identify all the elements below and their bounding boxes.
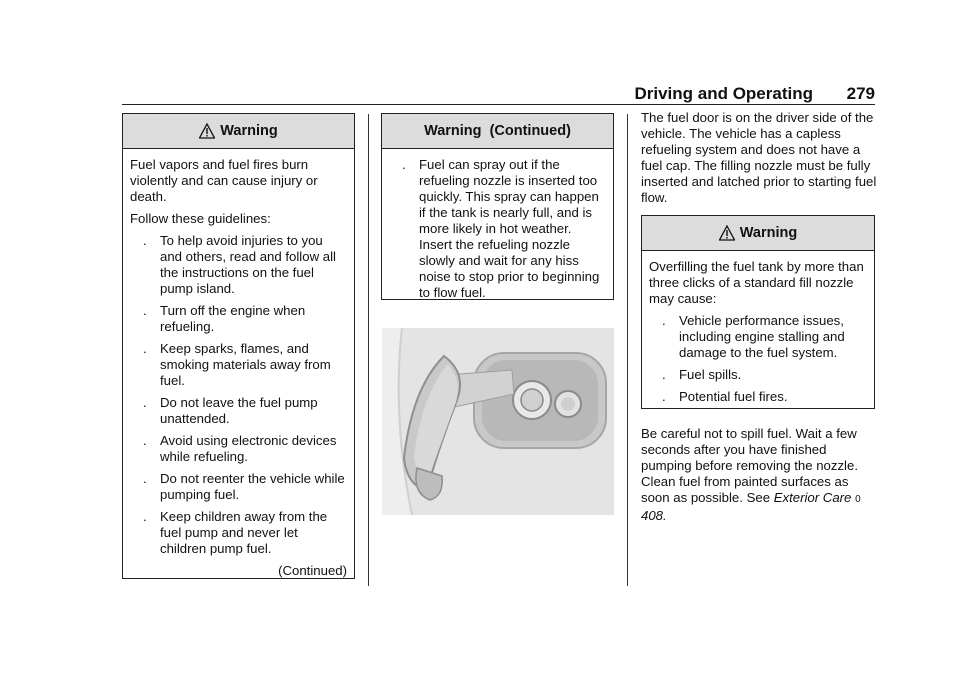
list-item: . Keep children away from the fuel pump and never let children pump fuel. — [143, 509, 328, 556]
list-item: . Do not leave the fuel pump unattended. — [143, 395, 318, 426]
section-title: Driving and Operating — [634, 84, 813, 103]
column-divider — [368, 114, 369, 586]
fuel-door-image — [382, 328, 614, 515]
warning-box-overfilling — [641, 215, 875, 409]
list-item: . To help avoid injuries to you and others, read and follow all the instructions on the fuel pump island. — [143, 233, 336, 296]
bullet-dot: . — [143, 395, 147, 410]
warning-heading-text: Warning — [739, 225, 798, 241]
warning-intro: Fuel vapors and fuel fires burn violently and can cause injury or death. — [130, 157, 318, 204]
fuel-door-illustration — [382, 328, 614, 515]
warning-heading-text: Warning (Continued) — [424, 123, 571, 139]
page-header — [122, 80, 875, 105]
bullet-dot: . — [143, 233, 147, 248]
list-item: . Fuel can spray out if the refueling nozzle is inserted too quickly. This spray can happen if the tank is nearly full, and is more likely in hot weather. Insert the refueling nozzle slowly and wait for any hiss noise to stop prior to beginning to flow fuel. — [402, 157, 600, 300]
warning-heading-text: Warning — [220, 123, 278, 139]
list-item: . Potential fuel fires. — [662, 389, 788, 404]
bullet-dot: . — [143, 341, 147, 356]
bullet-dot: . — [662, 367, 666, 382]
warning-triangle-icon — [199, 123, 215, 139]
warning-heading — [123, 114, 354, 149]
warning-intro: Follow these guidelines: — [130, 211, 271, 226]
bullet-dot: . — [143, 433, 147, 448]
bullet-dot: . — [143, 303, 147, 318]
page-number: 279 — [846, 84, 875, 103]
warning-box-continued — [381, 113, 614, 300]
list-item: . Do not reenter the vehicle while pumping fuel. — [143, 471, 345, 502]
continued-label: (Continued) — [278, 563, 347, 578]
fuel-door-paragraph: The fuel door is on the driver side of the vehicle. The vehicle has a capless refueling system and does not have a fuel cap. The filling nozzle must be fully inserted and latched prior to starting fuel flow. — [641, 110, 877, 205]
bullet-dot: . — [143, 471, 147, 486]
bullet-dot: . — [662, 313, 666, 328]
bullet-dot: . — [143, 509, 147, 524]
list-item: . Keep sparks, flames, and smoking materials away from fuel. — [143, 341, 331, 388]
list-item: . Vehicle performance issues, including engine stalling and damage to the fuel system. — [662, 313, 845, 360]
page-ref-arrow-icon: 0 — [855, 494, 861, 505]
warning-box-fuel-vapors — [122, 113, 355, 579]
list-item: . Fuel spills. — [662, 367, 742, 382]
column-divider — [627, 114, 628, 586]
cross-reference-link[interactable]: Exterior Care 0 408. — [641, 490, 861, 523]
warning-heading — [642, 216, 874, 251]
bullet-dot: . — [402, 157, 406, 172]
warning-intro: Overfilling the fuel tank by more than three clicks of a standard fill nozzle may cause: — [649, 259, 864, 306]
list-item: . Avoid using electronic devices while refueling. — [143, 433, 337, 464]
warning-triangle-icon — [719, 225, 735, 241]
list-item: . Turn off the engine when refueling. — [143, 303, 306, 334]
careful-paragraph: Be careful not to spill fuel. Wait a few seconds after you have finished pumping before removing the nozzle. Clean fuel from painted surfaces as soon as possible. See Exterior Care 0 408. — [641, 426, 861, 523]
bullet-dot: . — [662, 389, 666, 404]
warning-heading — [382, 114, 613, 149]
